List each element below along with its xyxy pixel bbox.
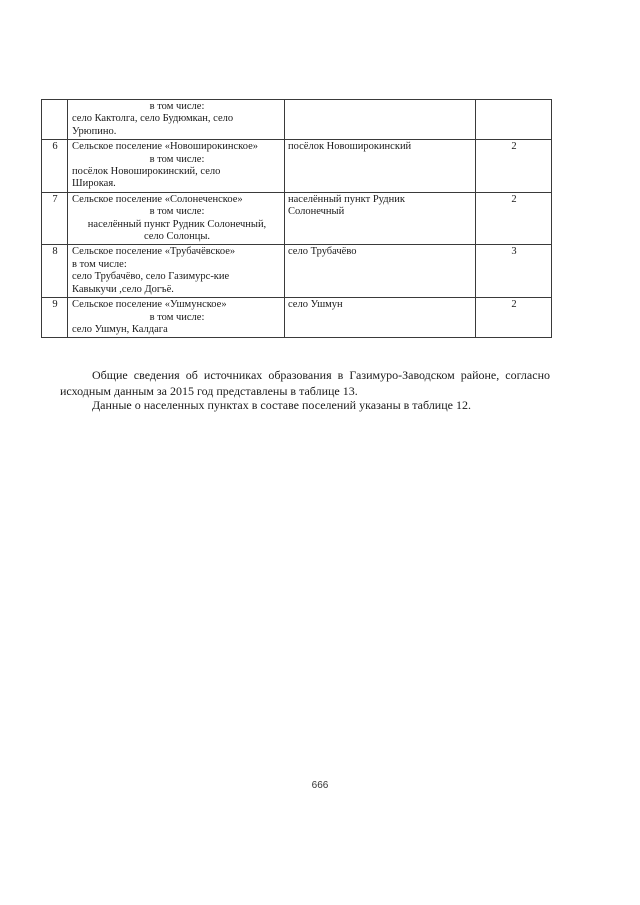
settlement-line: в том числе:: [149, 101, 205, 112]
settlement-cell: [68, 298, 285, 338]
table-row: [42, 100, 552, 140]
settlement-line: Сельское поселение «Солонеченское»: [72, 193, 243, 205]
settlement-cell: [68, 100, 285, 140]
settlement-line: в том числе:: [149, 311, 205, 323]
settlement-line: Кавыкучи ,село Догъё.: [72, 283, 174, 295]
row-number: [42, 100, 68, 140]
count-cell: 2: [476, 298, 552, 338]
center-cell: село Трубачёво: [285, 245, 476, 298]
settlement-line: населённый пункт Рудник Солонечный,: [87, 218, 267, 230]
settlement-line: в том числе:: [149, 153, 205, 165]
count-cell: [476, 100, 552, 140]
table-row: [42, 140, 552, 193]
settlements-table-body: [42, 100, 552, 338]
count-cell: 2: [476, 192, 552, 245]
settlement-cell: [68, 245, 285, 298]
row-number: 8: [42, 245, 68, 298]
center-cell: [285, 100, 476, 140]
settlement-line: село Солонцы.: [143, 231, 211, 243]
row-number: 7: [42, 192, 68, 245]
settlement-line: село Трубачёво, село Газимурс-кие: [72, 271, 230, 283]
page-number: 666: [311, 780, 329, 791]
settlement-cell: [68, 192, 285, 245]
settlement-cell: [68, 140, 285, 193]
paragraph-sources-info: Общие сведения об источниках образования в Газимуро-Заводском районе, согласно исходным данным за 2015 год представлены в таблице 13.: [60, 368, 550, 398]
settlement-line: Сельское поселение «Трубачёвское»: [72, 246, 236, 258]
table-row: [42, 245, 552, 298]
center-cell: село Ушмун: [285, 298, 476, 338]
count-cell: 2: [476, 140, 552, 193]
settlement-line: в том числе:: [72, 258, 127, 270]
paragraph-settlements-ref: Данные о населенных пунктах в составе поселений указаны в таблице 12.: [92, 398, 471, 412]
table-row: [42, 298, 552, 338]
settlement-line: в том числе:: [149, 206, 205, 218]
table-row: [42, 192, 552, 245]
center-cell: посёлок Новоширокинский: [285, 140, 476, 193]
settlement-line: Широкая.: [72, 178, 116, 190]
row-number: 9: [42, 298, 68, 338]
settlement-line: Сельское поселение «Новоширокинское»: [72, 141, 258, 153]
row-number: 6: [42, 140, 68, 193]
settlement-line: посёлок Новоширокинский, село: [72, 166, 221, 178]
settlement-line: Сельское поселение «Ушмунское»: [72, 299, 227, 311]
settlement-line: село Кактолга, село Будюмкан, село: [72, 113, 234, 125]
settlement-line: село Ушмун, Калдага: [72, 323, 168, 335]
settlement-line: Урюпино.: [72, 125, 117, 137]
center-cell: населённый пункт Рудник Солонечный: [285, 192, 476, 245]
settlements-table: [41, 99, 552, 338]
count-cell: 3: [476, 245, 552, 298]
